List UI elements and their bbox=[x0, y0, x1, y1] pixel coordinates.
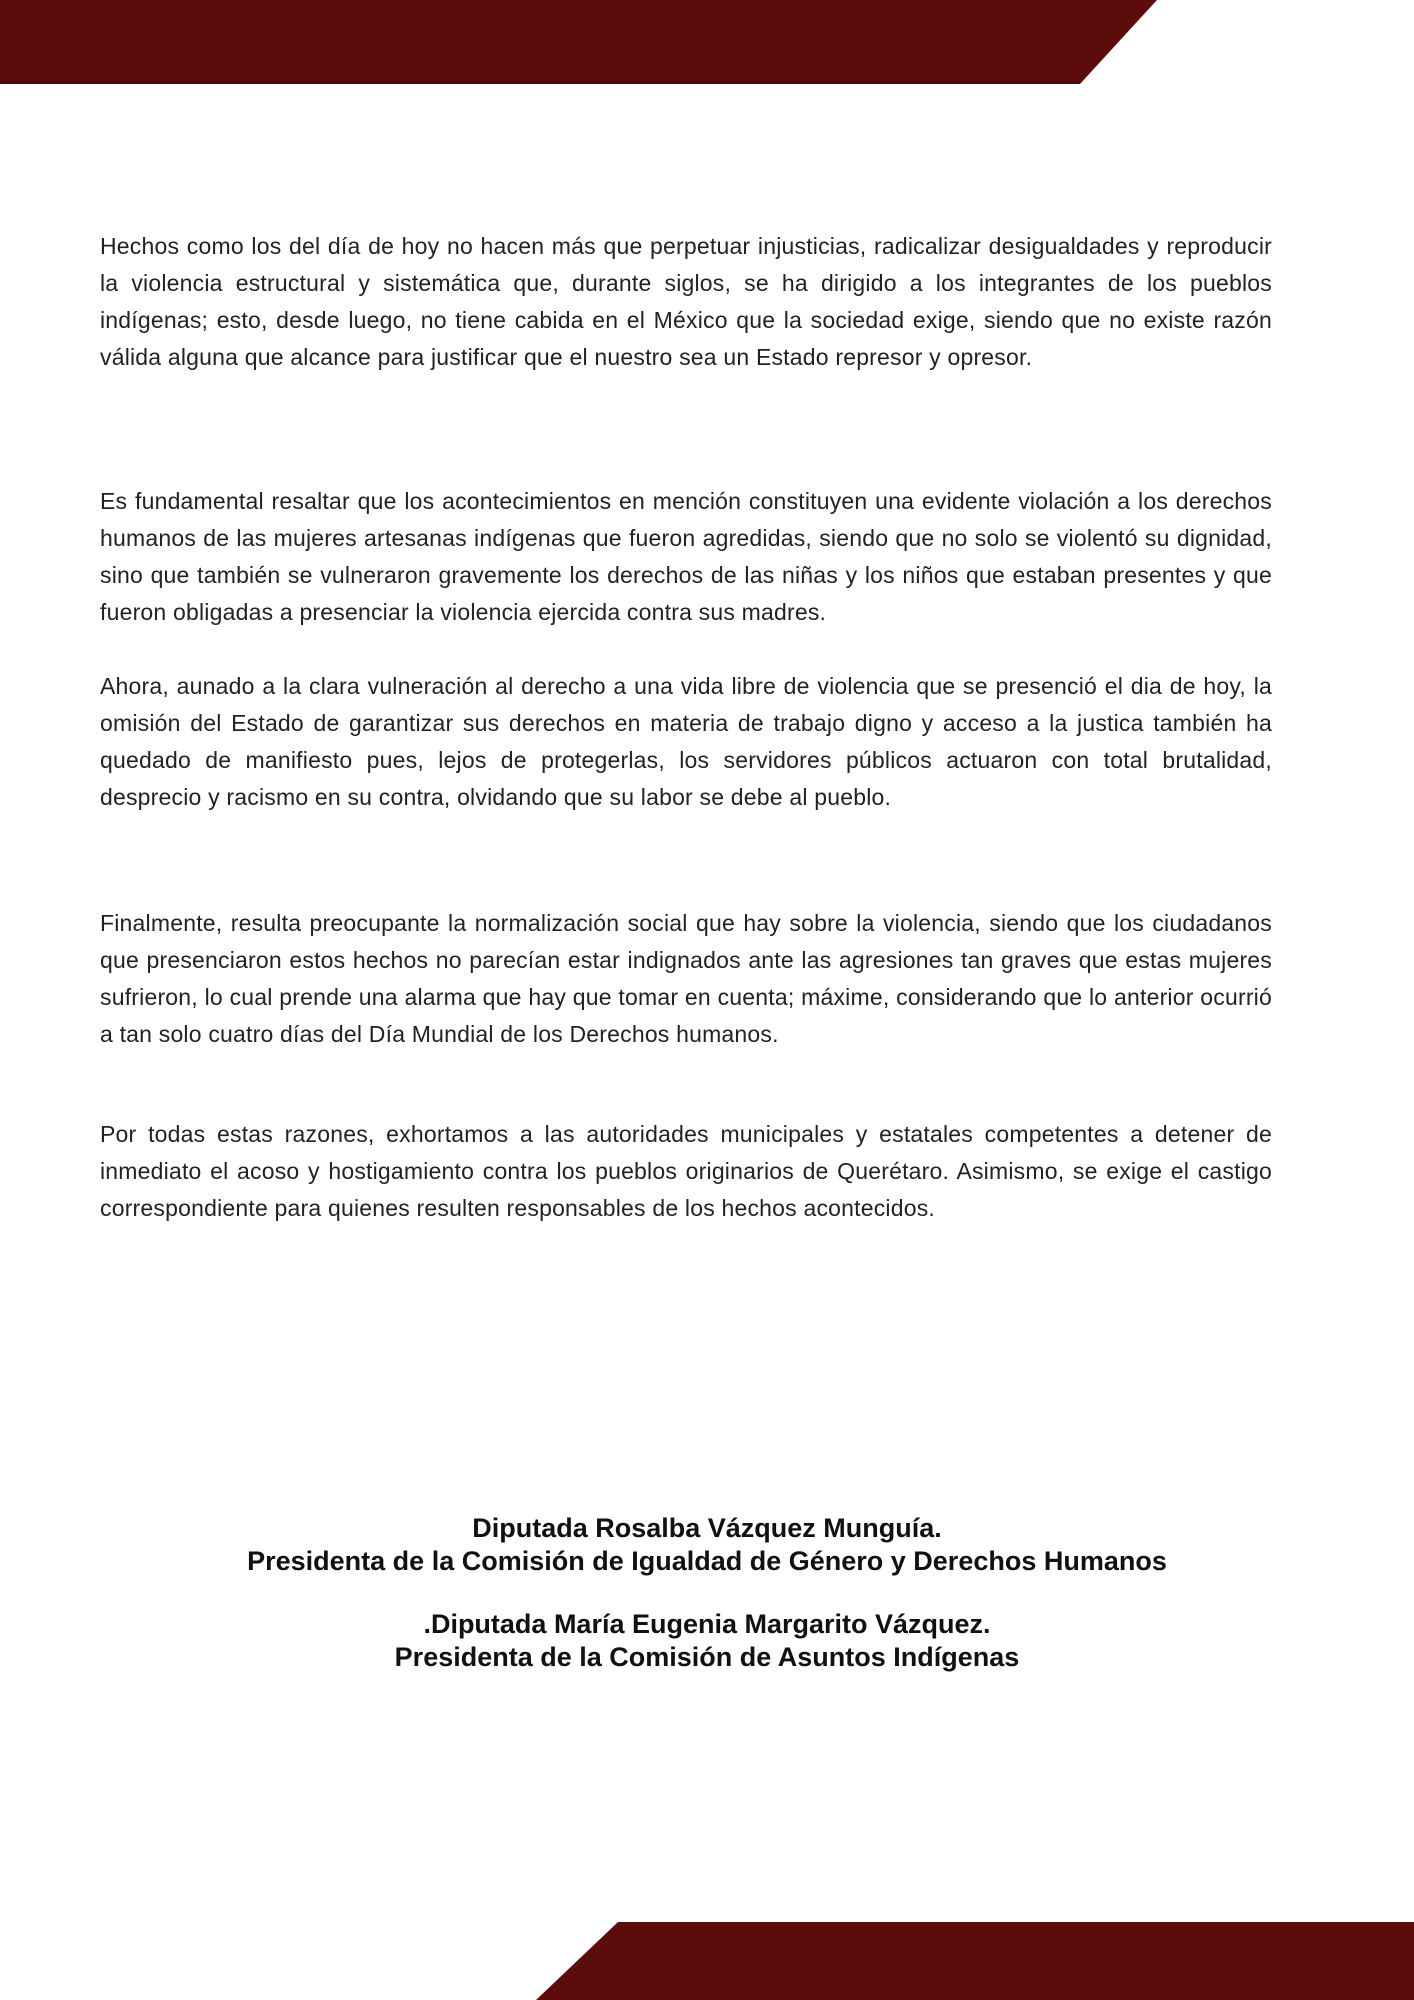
body-paragraph: Por todas estas razones, exhortamos a las autoridades municipales y estatales competentes a detener de inmediato el acoso y hostigamiento contra los pueblos originarios de Querétaro. Asimismo, se exige el castigo correspondiente para quienes resulten responsables de los hechos acontecidos. bbox=[100, 1121, 1272, 1221]
signatory-title: Presidenta de la Comisión de Igualdad de Género y Derechos Humanos bbox=[247, 1546, 1167, 1576]
body-paragraph: Es fundamental resaltar que los acontecimientos en mención constituyen una evidente violación a los derechos humanos de las mujeres artesanas indígenas que fueron agredidas, siendo que no solo se violentó su dignidad, sino que también se vulneraron gravemente los derechos de las niñas y los niños que estaban presentes y que fueron obligadas a presenciar la violencia ejercida contra sus madres. bbox=[100, 488, 1272, 625]
signature-spacer bbox=[0, 1578, 1414, 1608]
body-paragraph: Ahora, aunado a la clara vulneración al derecho a una vida libre de violencia que se presenció el dia de hoy, la omisión del Estado de garantizar sus derechos en materia de trabajo digno y acceso a la justica también ha quedado de manifiesto pues, lejos de protegerlas, los servidores públicos actuaron con total brutalidad, desprecio y racismo en su contra, olvidando que su labor se debe al pueblo. bbox=[100, 673, 1272, 810]
signatory-name: .Diputada María Eugenia Margarito Vázquez. bbox=[423, 1609, 991, 1639]
header-accent-band bbox=[0, 0, 1414, 84]
signatory-title: Presidenta de la Comisión de Asuntos Indígenas bbox=[394, 1642, 1020, 1672]
signatory-name: Diputada Rosalba Vázquez Munguía. bbox=[472, 1513, 942, 1543]
footer-accent-band bbox=[0, 1922, 1414, 2000]
signature-block bbox=[0, 1512, 1414, 1674]
body-paragraph: Finalmente, resulta preocupante la normalización social que hay sobre la violencia, siendo que los ciudadanos que presenciaron estos hechos no parecían estar indignados ante las agresiones tan graves que estas mujeres sufrieron, lo cual prende una alarma que hay que tomar en cuenta; máxime, considerando que lo anterior ocurrió a tan solo cuatro días del Día Mundial de los Derechos humanos. bbox=[100, 910, 1272, 1047]
body-paragraph: Hechos como los del día de hoy no hacen más que perpetuar injusticias, radicalizar desigualdades y reproducir la violencia estructural y sistemática que, durante siglos, se ha dirigido a los integrantes de los pueblos indígenas; esto, desde luego, no tiene cabida en el México que la sociedad exige, siendo que no existe razón válida alguna que alcance para justificar que el nuestro sea un Estado represor y opresor. bbox=[100, 233, 1272, 370]
